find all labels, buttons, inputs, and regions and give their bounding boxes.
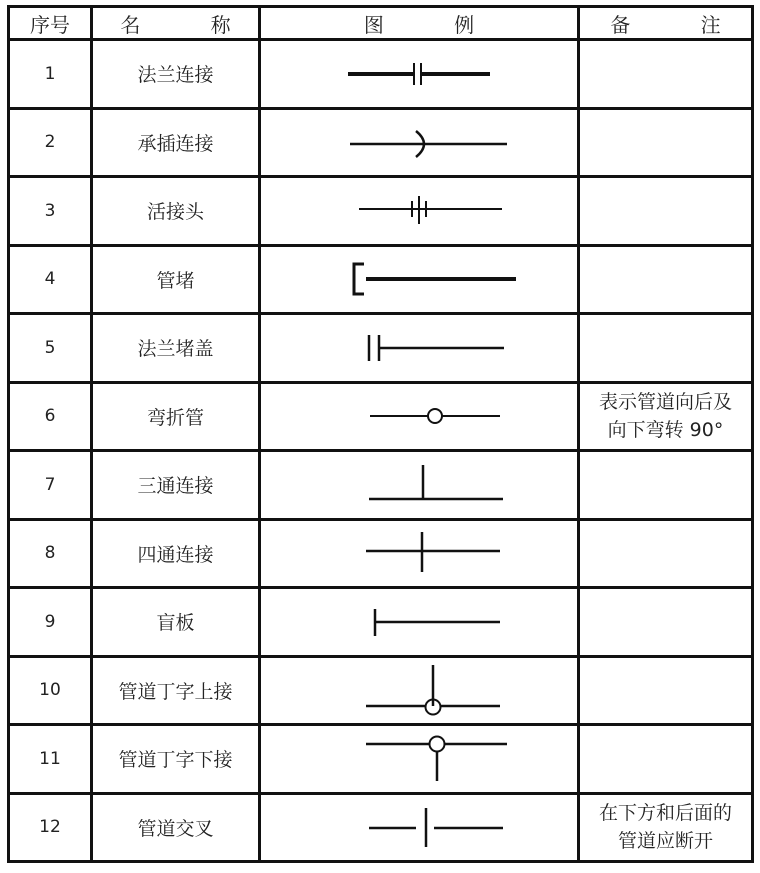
note-line: 在下方和后面的 [598, 802, 732, 825]
flange-cap-icon [319, 333, 519, 363]
row-note [579, 588, 753, 657]
row-note [579, 793, 753, 862]
header-note [579, 7, 753, 40]
row-no: 4 [9, 245, 92, 314]
union-joint-icon [319, 195, 519, 227]
row-name: 法兰堵盖 [92, 314, 260, 383]
pipe-plug-icon [319, 261, 519, 297]
row-name: 管堵 [92, 245, 260, 314]
row-symbol [260, 451, 579, 520]
tee-down-icon [319, 732, 519, 786]
row-name: 管道丁字下接 [92, 725, 260, 794]
table-row [9, 314, 753, 383]
header-symbol [260, 7, 579, 40]
note-line: 向下弯转 90° [607, 419, 724, 442]
table-row [9, 245, 753, 314]
row-name: 弯折管 [92, 382, 260, 451]
row-symbol [260, 177, 579, 246]
row-no: 12 [9, 793, 92, 862]
row-no: 8 [9, 519, 92, 588]
row-note [579, 40, 753, 109]
row-note [579, 519, 753, 588]
row-symbol [260, 588, 579, 657]
tee-connection-icon [319, 463, 519, 507]
header-no: 序号 [9, 7, 92, 40]
row-no: 6 [9, 382, 92, 451]
header-name [92, 7, 263, 40]
flange-connection-icon [319, 59, 519, 89]
header-note-text: 备 注 [610, 12, 753, 37]
row-symbol [260, 725, 579, 794]
table-row [9, 451, 753, 520]
row-symbol [260, 245, 579, 314]
row-no: 10 [9, 656, 92, 725]
note-line: 表示管道向后及 [598, 391, 732, 414]
row-name: 四通连接 [92, 519, 260, 588]
bent-pipe-icon [319, 401, 519, 431]
row-symbol [260, 108, 579, 177]
row-no: 7 [9, 451, 92, 520]
row-no: 9 [9, 588, 92, 657]
row-name: 法兰连接 [92, 40, 260, 109]
row-note [579, 314, 753, 383]
row-symbol [260, 314, 579, 383]
row-name: 承插连接 [92, 108, 260, 177]
table-row [9, 108, 753, 177]
row-symbol [260, 656, 579, 725]
row-no: 5 [9, 314, 92, 383]
row-no: 2 [9, 108, 92, 177]
row-name: 三通连接 [92, 451, 260, 520]
row-symbol [260, 793, 579, 862]
table-row [9, 793, 753, 862]
cross-connection-icon [319, 531, 519, 575]
row-no: 11 [9, 725, 92, 794]
table-row [9, 40, 753, 109]
row-note [579, 245, 753, 314]
row-note [579, 725, 753, 794]
tee-up-icon [319, 664, 519, 716]
row-symbol [260, 382, 579, 451]
table-row [9, 656, 753, 725]
row-note [579, 108, 753, 177]
table-row [9, 177, 753, 246]
note-line: 管道应断开 [617, 830, 713, 853]
row-note [579, 382, 753, 451]
pipe-crossing-icon [319, 805, 519, 849]
row-name: 管道丁字上接 [92, 656, 260, 725]
row-symbol [260, 519, 579, 588]
row-name: 盲板 [92, 588, 260, 657]
row-note [579, 451, 753, 520]
header-row [9, 7, 753, 40]
row-no: 3 [9, 177, 92, 246]
header-symbol-text: 图 例 [363, 12, 507, 37]
table-row [9, 519, 753, 588]
table-row [9, 382, 753, 451]
row-name: 活接头 [92, 177, 260, 246]
row-note [579, 656, 753, 725]
table-row [9, 725, 753, 794]
row-note [579, 177, 753, 246]
table-row [9, 588, 753, 657]
pipe-symbol-legend-table [7, 5, 754, 863]
blind-plate-icon [319, 606, 519, 638]
header-name-text: 名 称 [120, 12, 263, 37]
row-no: 1 [9, 40, 92, 109]
socket-connection-icon [319, 124, 519, 160]
row-name: 管道交叉 [92, 793, 260, 862]
row-symbol [260, 40, 579, 109]
